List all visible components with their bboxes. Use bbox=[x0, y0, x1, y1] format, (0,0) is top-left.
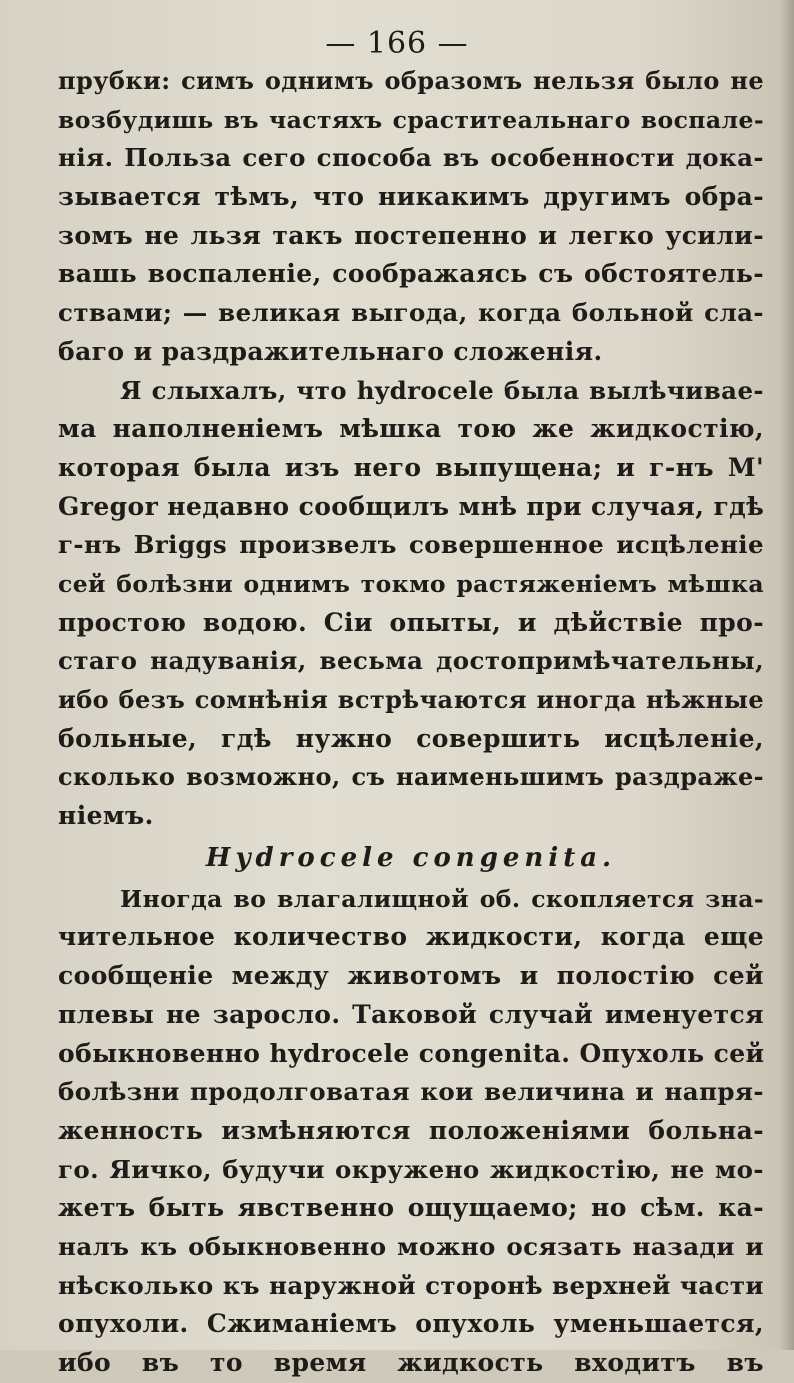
text-line: стаго надуванія, весьма достопримѣчательны, bbox=[58, 646, 764, 676]
text-line: обыкновенно hydrocele congenita. Опухоль сей bbox=[58, 1038, 765, 1068]
page-gutter-shadow bbox=[780, 0, 794, 1350]
text-line: прубки: симъ однимъ образомъ нельзя было не bbox=[58, 66, 764, 95]
text-line: возбудишь въ частяхъ сраститеальнаго воспале- bbox=[58, 105, 764, 134]
text-line: простою водою. Сіи опыты, и дѣйствіе про- bbox=[58, 607, 764, 637]
text-line: жетъ быть явственно ощущаемо; но сѣм. ка- bbox=[58, 1193, 764, 1223]
text-line: ніемъ. bbox=[58, 801, 154, 831]
text-line: нѣсколько къ наружной сторонѣ верхней части bbox=[58, 1270, 764, 1300]
text-line: чительное количество жидкости, когда еще bbox=[58, 922, 764, 952]
text-line: баго и раздражительнаго сложенія. bbox=[58, 336, 603, 366]
text-line: вашь воспаленіе, соображаясь съ обстоятель- bbox=[58, 259, 764, 289]
text-line: больные, гдѣ нужно совершить исцѣленіе, bbox=[58, 723, 764, 753]
text-line: г-нъ Briggs произвелъ совершенное исцѣленіе bbox=[58, 530, 764, 560]
page-number: — 166 — bbox=[325, 26, 469, 61]
text-line: нія. Польза сего способа въ особенности дока- bbox=[58, 143, 764, 173]
text-line: сообщеніе между животомъ и полостію сей bbox=[58, 961, 764, 991]
text-line: ма наполненіемъ мѣшка тою же жидкостію, bbox=[58, 414, 764, 444]
text-line: сей болѣзни однимъ токмо растяженіемъ мѣшка bbox=[58, 569, 764, 598]
text-line: Иногда во влагалищной об. скопляется зна- bbox=[120, 884, 764, 913]
text-line: ибо безъ сомнѣнія встрѣчаются иногда нѣжные bbox=[58, 685, 764, 714]
page-text bbox=[58, 62, 764, 1383]
text-line: ствами; — великая выгода, когда больной сла- bbox=[58, 298, 764, 328]
text-line: зомъ не льзя такъ постепенно и легко усили- bbox=[58, 220, 764, 250]
text-line: налъ къ обыкновенно можно осязать назади и bbox=[58, 1231, 764, 1261]
section-heading: Hydrocele congenita. bbox=[205, 842, 617, 873]
text-line: плевы не заросло. Таковой случай именуется bbox=[58, 999, 764, 1029]
text-line: опухоли. Сжиманіемъ опухоль уменьшается, bbox=[58, 1309, 764, 1339]
text-line: сколько возможно, съ наименьшимъ раздраже- bbox=[58, 762, 764, 792]
text-line: зывается тѣмъ, что никакимъ другимъ обра- bbox=[58, 182, 764, 212]
text-line: Gregor недавно сообщилъ мнѣ при случая, гдѣ bbox=[58, 491, 765, 521]
text-line: женность измѣняются положеніями больна- bbox=[58, 1115, 764, 1145]
text-line: Я слыхалъ, что hydrocele была вылѣчивае- bbox=[120, 375, 764, 405]
text-line: ибо въ то время жидкость входитъ въ bbox=[58, 1348, 764, 1377]
text-line: болѣзни продолговатая кои величина и напря- bbox=[58, 1077, 764, 1107]
text-line: которая была изъ него выпущена; и г-нъ М' bbox=[58, 452, 764, 482]
text-line: го. Яичко, будучи окружено жидкостію, не мо- bbox=[58, 1154, 764, 1184]
